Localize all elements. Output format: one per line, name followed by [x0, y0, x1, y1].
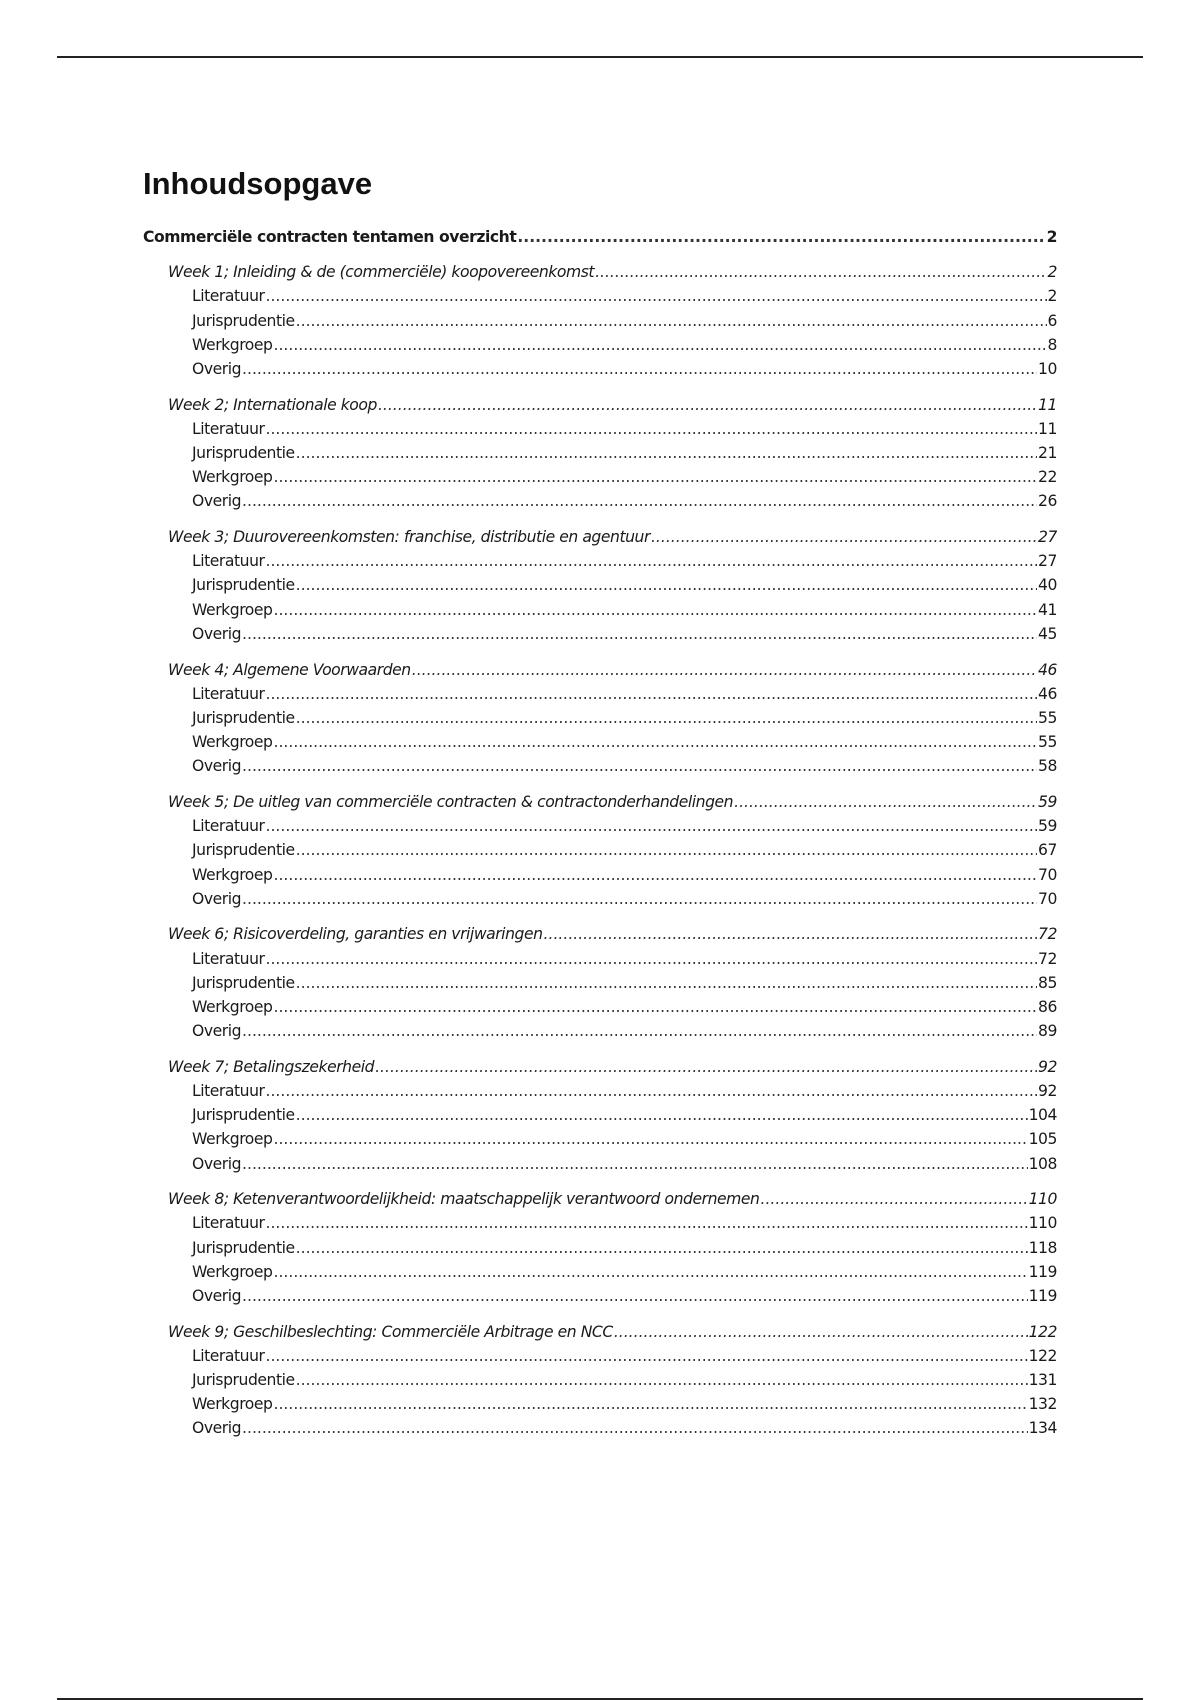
toc-page-number: 70: [1038, 865, 1057, 884]
dot-leader: [296, 1106, 1028, 1124]
toc-entry-subsection[interactable]: [143, 1082, 1057, 1106]
toc-entry-subsection[interactable]: [143, 1130, 1057, 1154]
dot-leader: [242, 1419, 1028, 1437]
toc-page-number: 45: [1038, 624, 1057, 643]
toc-entry-subsection[interactable]: [143, 890, 1057, 914]
toc-page-number: 110: [1028, 1214, 1057, 1233]
toc-page-number: 46: [1038, 660, 1057, 679]
toc-entry-label: Jurisprudentie: [192, 576, 295, 595]
toc-page-number: 118: [1028, 1238, 1057, 1257]
toc-page-number: 104: [1028, 1106, 1057, 1125]
toc-week-section: [143, 925, 1057, 1046]
toc-entry-subsection[interactable]: [143, 287, 1057, 311]
toc-page-number: 10: [1038, 359, 1057, 378]
dot-leader: [296, 974, 1037, 992]
toc-entry-subsection[interactable]: [143, 1287, 1057, 1311]
dot-leader: [296, 312, 1047, 330]
toc-entry-label: Werkgroep: [192, 468, 273, 487]
toc-entry-label: Overig: [192, 359, 242, 378]
toc-entry-label: Literatuur: [192, 949, 265, 968]
toc-entry-label: Overig: [192, 1154, 242, 1173]
toc-entry-label: Overig: [192, 889, 242, 908]
toc-page-number: 72: [1038, 949, 1057, 968]
toc-entry-subsection[interactable]: [143, 1419, 1057, 1443]
toc-week-section: [143, 1190, 1057, 1311]
toc-page-number: 27: [1038, 552, 1057, 571]
toc-page-number: 92: [1038, 1057, 1057, 1076]
toc-entry-subsection[interactable]: [143, 1106, 1057, 1130]
toc-page-number: 21: [1038, 444, 1057, 462]
toc-entry-label: Jurisprudentie: [192, 841, 295, 860]
toc-page-number: 105: [1028, 1130, 1057, 1149]
toc-entry-label: Week 3; Duurovereenkomsten: franchise, distributie en agentuur: [168, 528, 650, 547]
toc-entry-subsection[interactable]: [143, 841, 1057, 865]
toc-page-number: 119: [1028, 1287, 1057, 1305]
toc-page-number: 6: [1047, 311, 1057, 330]
toc-entry-week[interactable]: [143, 396, 1057, 420]
toc-entry-subsection[interactable]: [143, 1371, 1057, 1395]
toc-page-number: 131: [1028, 1371, 1057, 1390]
toc-page-number: 59: [1038, 817, 1057, 836]
dot-leader: [274, 468, 1038, 486]
dot-leader: [595, 263, 1046, 281]
toc-entry-subsection[interactable]: [143, 336, 1057, 360]
toc-entry-main[interactable]: [143, 228, 1057, 252]
toc-page-number: 41: [1038, 600, 1057, 619]
toc-entry-subsection[interactable]: [143, 757, 1057, 781]
dot-leader: [274, 733, 1038, 751]
dot-leader: [274, 998, 1038, 1016]
toc-entry-label: Werkgroep: [192, 600, 273, 619]
toc-entry-subsection[interactable]: [143, 492, 1057, 516]
toc-entry-label: Werkgroep: [192, 1262, 273, 1281]
toc-page-number: 72: [1038, 925, 1057, 944]
toc-page-number: 2: [1047, 287, 1057, 306]
dot-leader: [296, 444, 1037, 462]
dot-leader: [651, 528, 1037, 546]
header-rule: [57, 56, 1143, 58]
toc-entry-label: Week 8; Ketenverantwoordelijkheid: maatschappelijk verantwoord ondernemen: [168, 1190, 760, 1209]
toc-page-number: 2: [1047, 263, 1057, 282]
page-title: Inhoudsopgave: [143, 166, 373, 201]
toc-page-number: 85: [1038, 973, 1057, 992]
toc-entry-week[interactable]: [143, 1190, 1057, 1214]
toc-entry-label: Literatuur: [192, 1346, 265, 1365]
toc-entry-label: Week 7; Betalingszekerheid: [168, 1057, 375, 1076]
toc-entry-subsection[interactable]: [143, 576, 1057, 600]
toc-page-number: 59: [1038, 792, 1057, 811]
toc-entry-subsection[interactable]: [143, 1022, 1057, 1046]
toc-week-section: [143, 1323, 1057, 1444]
toc-page-number: 22: [1038, 468, 1057, 487]
toc-entry-subsection[interactable]: [143, 685, 1057, 709]
dot-leader: [242, 890, 1037, 908]
toc-page-number: 26: [1038, 492, 1057, 511]
toc-entry-label: Week 4; Algemene Voorwaarden: [168, 660, 411, 679]
toc-entry-subsection[interactable]: [143, 444, 1057, 468]
toc-week-section: [143, 528, 1057, 649]
toc-entry-subsection[interactable]: [143, 1263, 1057, 1287]
toc-page-number: 134: [1028, 1419, 1057, 1438]
dot-leader: [274, 866, 1038, 884]
dot-leader: [274, 1263, 1028, 1281]
toc-entry-week[interactable]: [143, 528, 1057, 552]
toc-entry-subsection[interactable]: [143, 998, 1057, 1022]
toc-week-section: [143, 263, 1057, 384]
toc-entry-subsection[interactable]: [143, 601, 1057, 625]
toc-entry-label: Jurisprudentie: [192, 1238, 295, 1257]
dot-leader: [266, 552, 1038, 570]
toc-entry-label: Jurisprudentie: [192, 1106, 295, 1125]
dot-leader: [266, 950, 1038, 968]
toc-entry-subsection[interactable]: [143, 817, 1057, 841]
toc-entry-subsection[interactable]: [143, 974, 1057, 998]
toc-page-number: 70: [1038, 889, 1057, 908]
dot-leader: [266, 420, 1038, 438]
toc-entry-label: Week 5; De uitleg van commerciële contracten & contractonderhandelingen: [168, 792, 734, 811]
toc-entry-label: Overig: [192, 624, 242, 643]
toc-entry-subsection[interactable]: [143, 733, 1057, 757]
dot-leader: [274, 1395, 1028, 1413]
dot-leader: [242, 757, 1037, 775]
dot-leader: [378, 396, 1037, 414]
toc-entry-label: Overig: [192, 1022, 242, 1041]
toc-entry-label: Jurisprudentie: [192, 444, 295, 462]
dot-leader: [266, 1082, 1038, 1100]
toc-page-number: 40: [1038, 576, 1057, 595]
toc-entry-label: Literatuur: [192, 419, 265, 438]
toc-entry-week[interactable]: [143, 925, 1057, 949]
toc-week-section: [143, 793, 1057, 914]
toc-entry-label: Week 1; Inleiding & de (commerciële) koopovereenkomst: [168, 263, 595, 282]
dot-leader: [266, 287, 1047, 305]
toc-entry-label: Werkgroep: [192, 1395, 273, 1414]
toc-entry-label: Overig: [192, 492, 242, 511]
dot-leader: [296, 841, 1037, 859]
toc-entry-label: Overig: [192, 1287, 242, 1305]
toc-entry-label: Week 9; Geschilbeslechting: Commerciële Arbitrage en NCC: [168, 1322, 613, 1341]
toc-page-number: 58: [1038, 757, 1057, 776]
dot-leader: [242, 492, 1037, 510]
toc-page-number: 110: [1028, 1190, 1057, 1209]
toc-entry-subsection[interactable]: [143, 625, 1057, 649]
toc-page-number: 55: [1038, 708, 1057, 727]
toc-week-section: [143, 396, 1057, 517]
toc-page-number: 55: [1038, 733, 1057, 752]
toc-page-number: 108: [1028, 1154, 1057, 1173]
toc-entry-week[interactable]: [143, 1323, 1057, 1347]
dot-leader: [544, 925, 1038, 943]
toc-entry-label: Werkgroep: [192, 1130, 273, 1149]
dot-leader: [242, 1022, 1037, 1040]
dot-leader: [517, 228, 1045, 246]
toc-entry-subsection[interactable]: [143, 468, 1057, 492]
dot-leader: [266, 685, 1038, 703]
toc-entry-label: Week 6; Risicoverdeling, garanties en vrijwaringen: [168, 925, 543, 944]
toc-entry-label: Literatuur: [192, 1082, 265, 1100]
toc-week-section: [143, 661, 1057, 782]
toc-entry-label: Literatuur: [192, 684, 265, 703]
toc-page-number: 122: [1028, 1322, 1057, 1341]
toc-entry-subsection[interactable]: [143, 552, 1057, 576]
dot-leader: [274, 601, 1038, 619]
toc-entry-label: Week 2; Internationale koop: [168, 395, 377, 414]
toc-week-section: [143, 1058, 1057, 1179]
toc-entry-subsection[interactable]: [143, 312, 1057, 336]
toc-page-number: 11: [1038, 395, 1057, 414]
toc-entry-label: Jurisprudentie: [192, 1371, 295, 1390]
toc-page-number: 89: [1038, 1022, 1057, 1041]
dot-leader: [296, 1239, 1028, 1257]
toc-page-number: 11: [1038, 419, 1057, 438]
dot-leader: [266, 1347, 1028, 1365]
dot-leader: [242, 625, 1037, 643]
toc-entry-label: Overig: [192, 757, 242, 776]
toc-entry-label: Literatuur: [192, 1214, 265, 1233]
toc-entry-label: Werkgroep: [192, 997, 273, 1016]
toc-entry-subsection[interactable]: [143, 1155, 1057, 1179]
toc-page-number: 122: [1028, 1346, 1057, 1365]
toc-entry-label: Overig: [192, 1419, 242, 1438]
dot-leader: [734, 793, 1037, 811]
toc-entry-label: Werkgroep: [192, 865, 273, 884]
toc-page-number: 119: [1028, 1262, 1057, 1281]
toc-entry-subsection[interactable]: [143, 360, 1057, 384]
toc-entry-subsection[interactable]: [143, 420, 1057, 444]
dot-leader: [614, 1323, 1028, 1341]
dot-leader: [296, 576, 1037, 594]
toc-entry-subsection[interactable]: [143, 1395, 1057, 1419]
toc-entry-label: Literatuur: [192, 552, 265, 571]
toc-entry-week[interactable]: [143, 793, 1057, 817]
toc-page-number: 2: [1046, 228, 1057, 246]
table-of-contents: [143, 228, 1057, 1455]
toc-entry-week[interactable]: [143, 661, 1057, 685]
toc-page-number: 92: [1038, 1082, 1057, 1100]
toc-entry-subsection[interactable]: [143, 866, 1057, 890]
dot-leader: [412, 661, 1037, 679]
toc-page-number: 27: [1038, 528, 1057, 547]
toc-entry-week[interactable]: [143, 1058, 1057, 1082]
toc-page-number: 8: [1047, 335, 1057, 354]
toc-entry-label: Werkgroep: [192, 335, 273, 354]
toc-entry-subsection[interactable]: [143, 950, 1057, 974]
dot-leader: [274, 336, 1047, 354]
dot-leader: [296, 709, 1037, 727]
dot-leader: [266, 817, 1038, 835]
toc-entry-subsection[interactable]: [143, 1214, 1057, 1238]
toc-entry-label: Werkgroep: [192, 733, 273, 752]
toc-entry-label: Literatuur: [192, 287, 265, 306]
toc-page-number: 132: [1028, 1395, 1057, 1414]
dot-leader: [242, 1287, 1028, 1305]
toc-page-number: 46: [1038, 684, 1057, 703]
dot-leader: [274, 1130, 1028, 1148]
dot-leader: [375, 1058, 1037, 1076]
toc-entry-label: Jurisprudentie: [192, 973, 295, 992]
toc-entry-label: Literatuur: [192, 817, 265, 836]
dot-leader: [242, 1155, 1028, 1173]
dot-leader: [266, 1214, 1028, 1232]
toc-entry-label: Commerciële contracten tentamen overzicht: [143, 228, 517, 246]
toc-entry-subsection[interactable]: [143, 1347, 1057, 1371]
toc-entry-subsection[interactable]: [143, 709, 1057, 733]
dot-leader: [761, 1190, 1028, 1208]
toc-entry-label: Jurisprudentie: [192, 708, 295, 727]
toc-entry-label: Jurisprudentie: [192, 311, 295, 330]
toc-page-number: 86: [1038, 997, 1057, 1016]
toc-entry-week[interactable]: [143, 263, 1057, 287]
dot-leader: [242, 360, 1037, 378]
toc-page-number: 67: [1038, 841, 1057, 860]
toc-entry-subsection[interactable]: [143, 1239, 1057, 1263]
dot-leader: [296, 1371, 1028, 1389]
